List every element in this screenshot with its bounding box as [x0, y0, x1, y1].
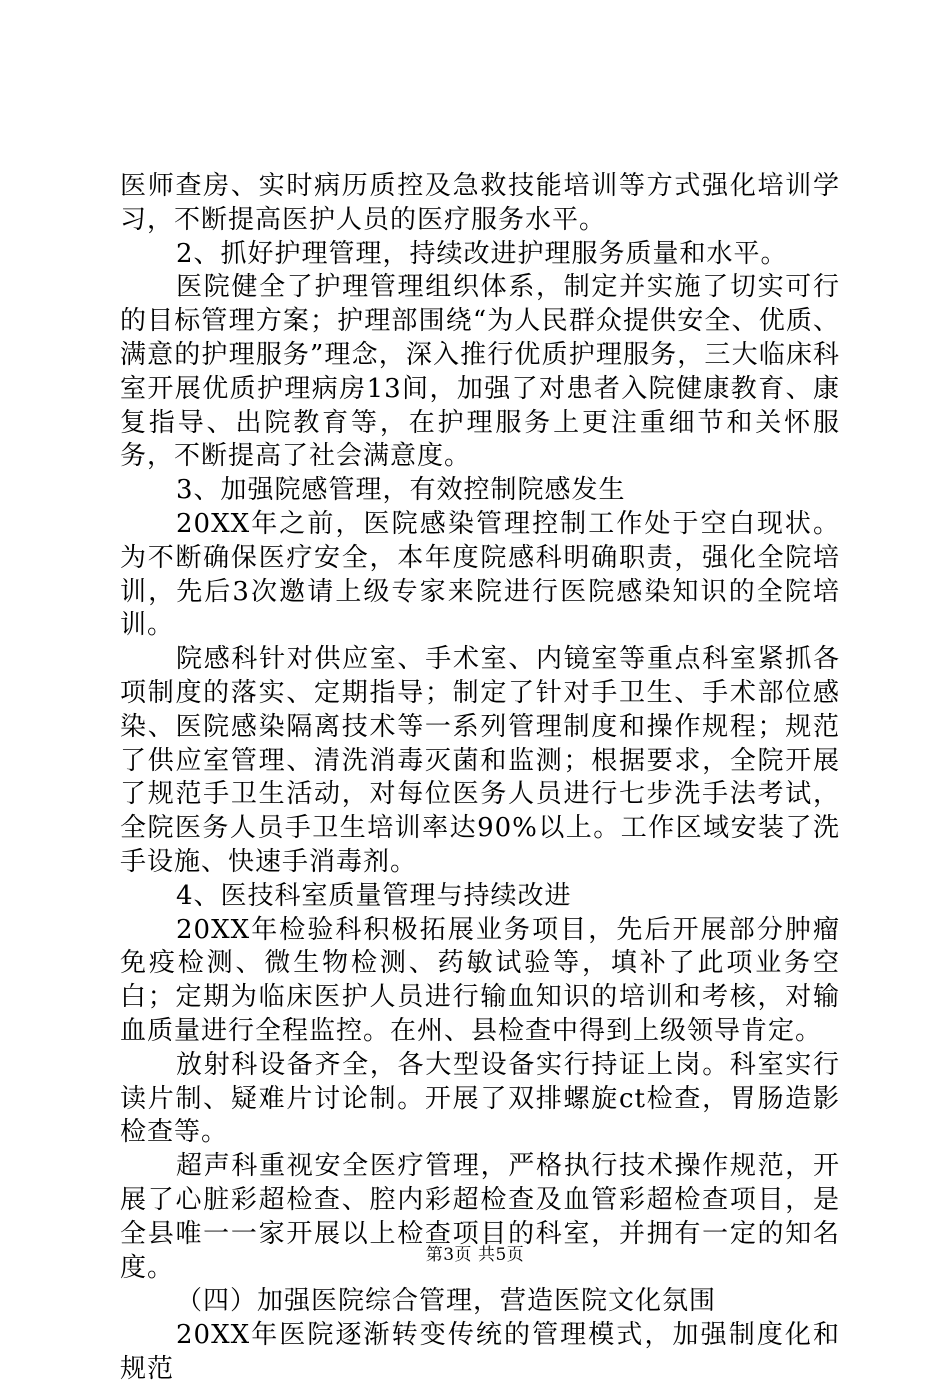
section-heading-management: （四）加强医院综合管理，营造医院文化氛围 [176, 1286, 717, 1317]
section-heading-medtech: 4、医技科室质量管理与持续改进 [176, 880, 572, 911]
paragraph-infection-intro: 20XX年之前，医院感染管理控制工作处于空白现状。为不断确保医疗安全，本年度院感科明确职责，强化全院培训，先后3次邀请上级专家来院进行医院感染知识的全院培训。 [120, 508, 840, 641]
paragraph-infection-detail: 院感科针对供应室、手术室、内镜室等重点科室紧抓各项制度的落实、定期指导；制定了针对手卫生、手术部位感染、医院感染隔离技术等一系列管理制度和操作规程；规范了供应室管理、清洗消毒灭菌和监测；根据要求，全院开展了规范手卫生活动，对每位医务人员进行七步洗手法考试，全院医务人员手卫生培训率达90%以上。工作区域安装了洗手设施、快速手消毒剂。 [120, 644, 840, 877]
document-body [120, 170, 840, 1387]
paragraph-ultrasound: 超声科重视安全医疗管理，严格执行技术操作规范，开展了心脏彩超检查、腔内彩超检查及血管彩超检查项目，是全县唯一一家开展以上检查项目的科室，并拥有一定的知名度。 [120, 1151, 840, 1283]
paragraph-lab: 20XX年检验科积极拓展业务项目，先后开展部分肿瘤免疫检测、微生物检测、药敏试验等，填补了此项业务空白；定期为临床医护人员进行输血知识的培训和考核，对输血质量进行全程监控。在州、县检查中得到上级领导肯定。 [120, 914, 840, 1046]
page-footer: 第3页 共5页 [425, 1245, 525, 1265]
paragraph-radiology: 放射科设备齐全，各大型设备实行持证上岗。科室实行读片制、疑难片讨论制。开展了双排螺旋ct检查，胃肠造影检查等。 [120, 1049, 840, 1148]
paragraph-management: 20XX年医院逐渐转变传统的管理模式，加强制度化和规范 [120, 1320, 840, 1384]
paragraph-1: 医师查房、实时病历质控及急救技能培训等方式强化培训学习，不断提高医护人员的医疗服务水平。 [120, 171, 840, 235]
section-heading-nursing: 2、抓好护理管理，持续改进护理服务质量和水平。 [176, 238, 788, 269]
section-heading-infection: 3、加强院感管理，有效控制院感发生 [176, 475, 626, 506]
paragraph-nursing: 医院健全了护理管理组织体系，制定并实施了切实可行的目标管理方案；护理部围绕“为人民群众提供安全、优质、满意的护理服务”理念，深入推行优质护理服务，三大临床科室开展优质护理病房13间，加强了对患者入院健康教育、康复指导、出院教育等，在护理服务上更注重细节和关怀服务，不断提高了社会满意度。 [120, 272, 840, 472]
